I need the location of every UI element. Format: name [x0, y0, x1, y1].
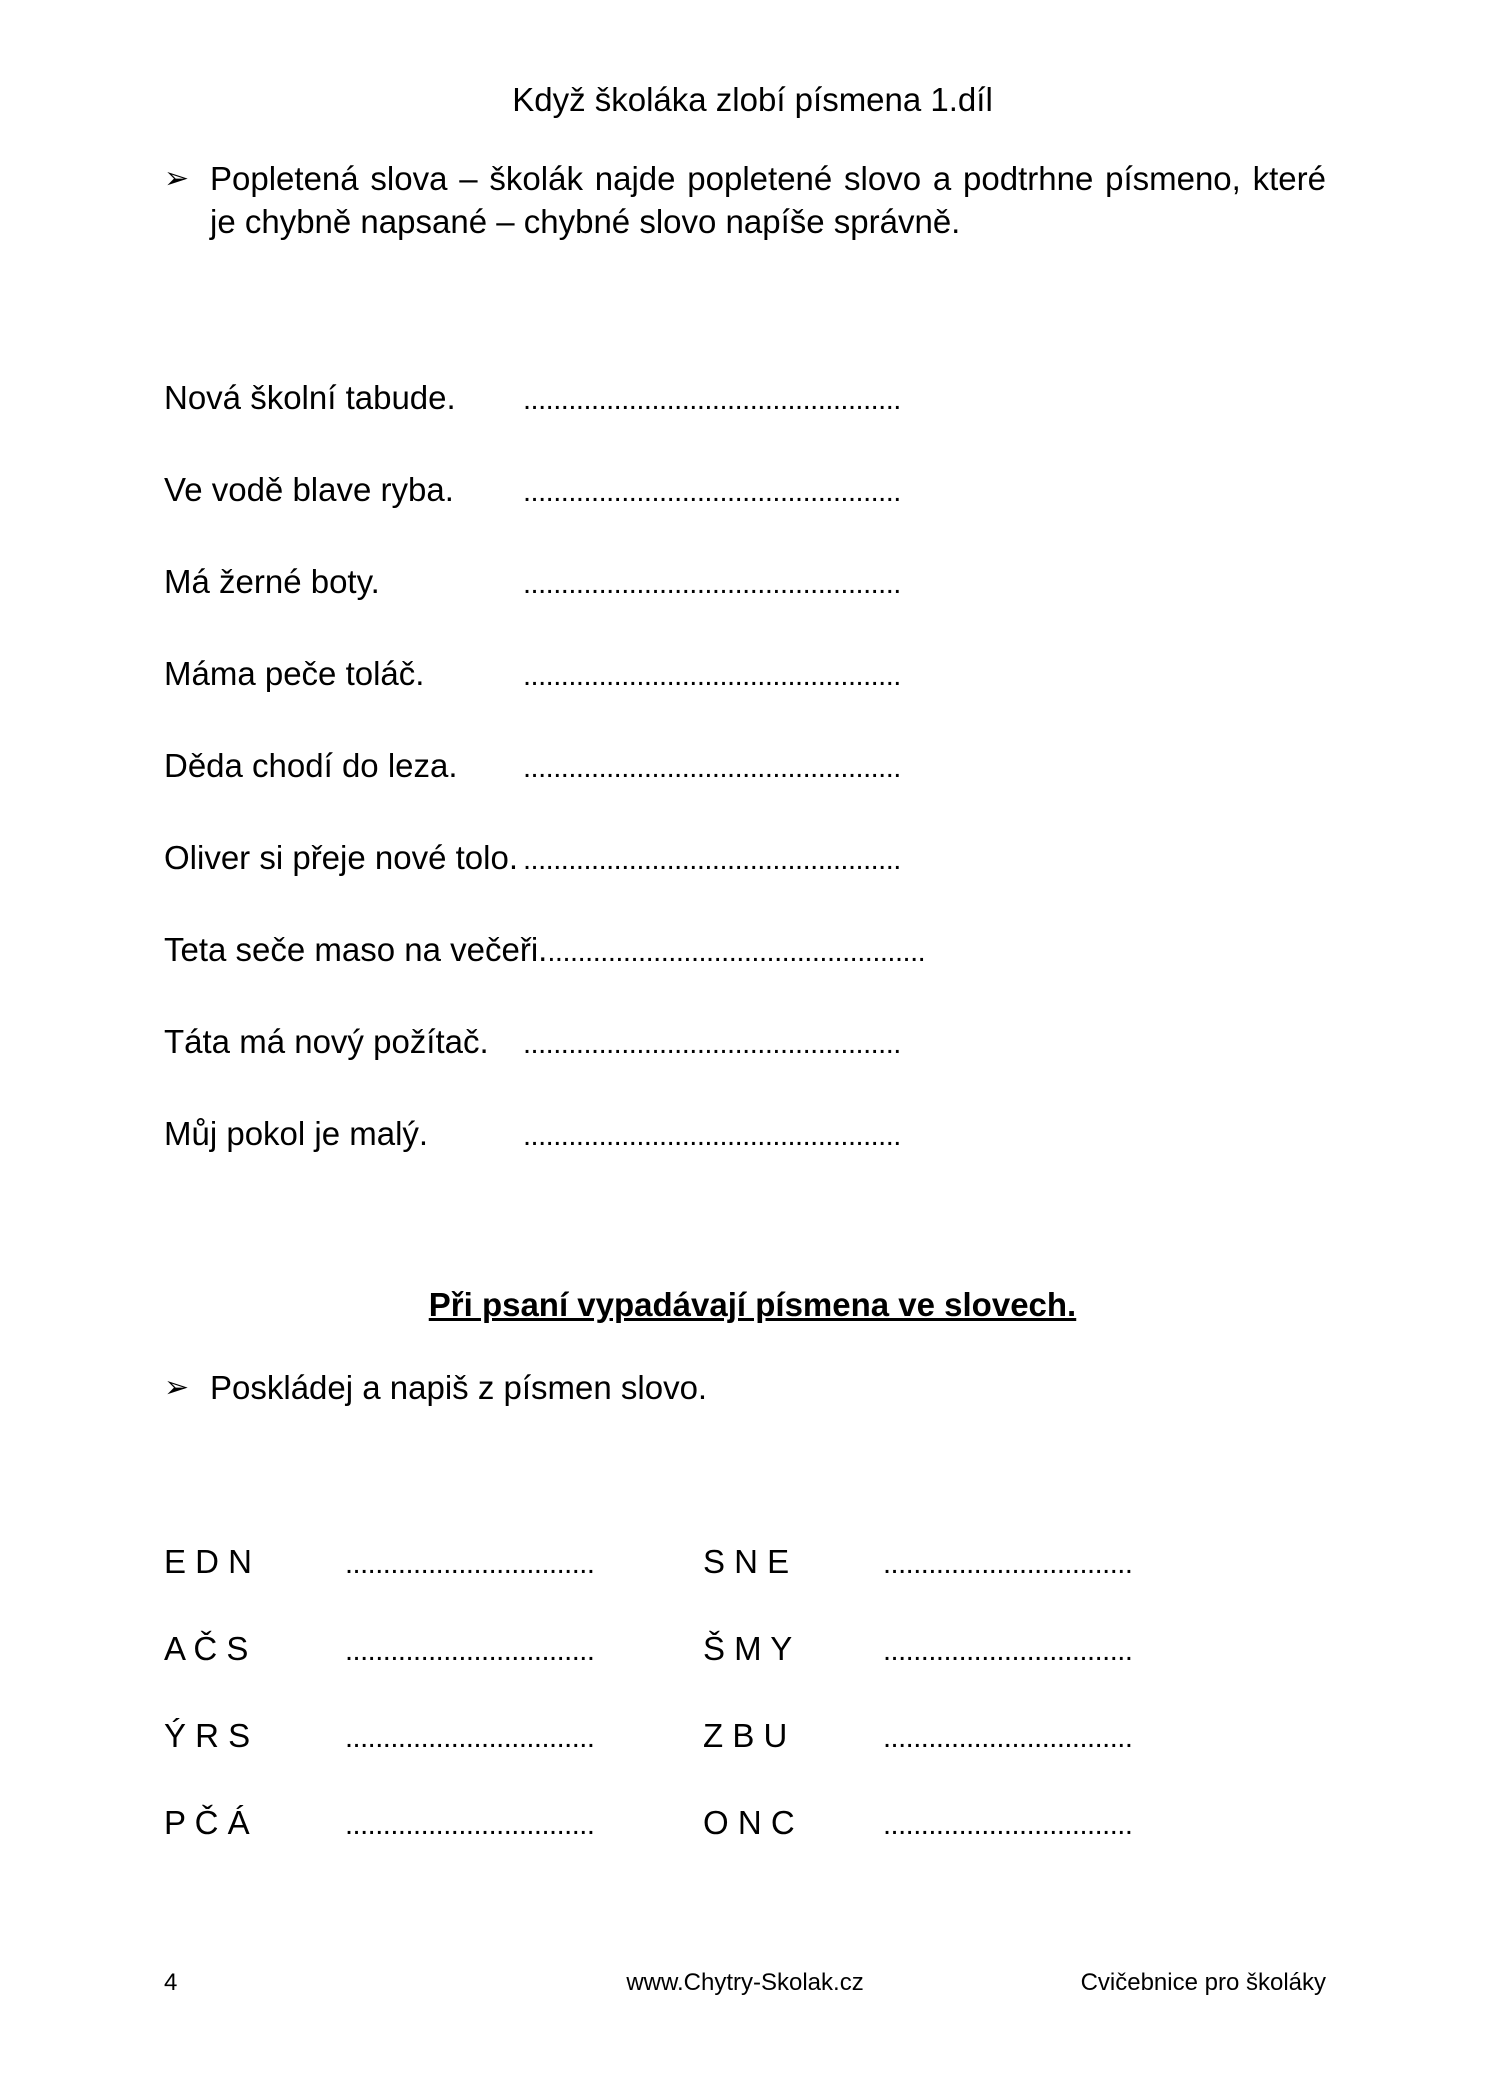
- sentence-text: Nová školní tabude.: [164, 379, 456, 416]
- sentence-row: [164, 1114, 1064, 1154]
- answer-dotted-line: ..................................................: [523, 384, 901, 416]
- letters-row: [164, 1716, 1344, 1756]
- exercise1-instruction: Popletená slova – školák najde popletené slovo a podtrhne písmeno, které je chybně napsané – chybné slovo napíše správně.: [210, 160, 1326, 240]
- sentence-text: Teta seče maso na večeři.: [164, 931, 548, 968]
- sentence-row: [164, 470, 1064, 510]
- sentence-row: [164, 654, 1064, 694]
- sentence-row: [164, 930, 1064, 970]
- answer-dotted-line: ..................................................: [523, 844, 901, 876]
- letter-group: A Č S: [164, 1630, 249, 1667]
- letter-group: Ý R S: [164, 1717, 251, 1754]
- answer-dotted-line: .................................: [345, 1635, 595, 1667]
- footer-series-title: Cvičebnice pro školáky: [1080, 1969, 1326, 1996]
- answer-dotted-line: .................................: [883, 1635, 1133, 1667]
- answer-dotted-line: ..................................................: [523, 752, 901, 784]
- answer-dotted-line: .................................: [883, 1809, 1133, 1841]
- answer-dotted-line: ..................................................: [547, 936, 926, 968]
- answer-dotted-line: ..................................................: [523, 568, 901, 600]
- sentence-row: [164, 746, 1064, 786]
- exercise1-sentence-list: [164, 378, 1064, 1206]
- answer-dotted-line: .................................: [883, 1548, 1133, 1580]
- letter-group: S N E: [703, 1543, 790, 1580]
- page-footer: [164, 1968, 1326, 1998]
- sentence-text: Oliver si přeje nové tolo.: [164, 839, 518, 876]
- letters-row: [164, 1542, 1344, 1582]
- exercise1-instruction-block: [164, 157, 1326, 243]
- answer-dotted-line: .................................: [345, 1548, 595, 1580]
- sentence-text: Máma peče toláč.: [164, 655, 425, 692]
- exercise2-instruction: Poskládej a napiš z písmen slovo.: [210, 1369, 708, 1406]
- letter-group: P Č Á: [164, 1804, 250, 1841]
- letter-group: E D N: [164, 1543, 253, 1580]
- letter-group: Š M Y: [703, 1630, 793, 1667]
- sentence-text: Můj pokol je malý.: [164, 1115, 429, 1152]
- page-title: Když školáka zlobí písmena 1.díl: [512, 81, 993, 118]
- arrow-bullet-icon: ➢: [164, 1371, 190, 1404]
- sentence-text: Má žerné boty.: [164, 563, 380, 600]
- sentence-row: [164, 1022, 1064, 1062]
- arrow-bullet-icon: ➢: [164, 162, 190, 195]
- exercise2-instruction-block: [164, 1366, 1326, 1409]
- footer-website: www.Chytry-Skolak.cz: [626, 1969, 864, 1996]
- letter-group: Z B U: [703, 1717, 788, 1754]
- answer-dotted-line: ..................................................: [523, 1028, 901, 1060]
- sentence-text: Děda chodí do leza.: [164, 747, 458, 784]
- exercise2-letter-grid: [164, 1542, 1344, 1890]
- answer-dotted-line: ..................................................: [523, 1120, 901, 1152]
- sentence-row: [164, 378, 1064, 418]
- section-heading: Při psaní vypadávají písmena ve slovech.: [428, 1286, 1077, 1323]
- sentence-row: [164, 562, 1064, 602]
- answer-dotted-line: .................................: [345, 1809, 595, 1841]
- sentence-text: Táta má nový požítač.: [164, 1023, 489, 1060]
- letters-row: [164, 1803, 1344, 1843]
- letter-group: O N C: [703, 1804, 795, 1841]
- letters-row: [164, 1629, 1344, 1669]
- answer-dotted-line: .................................: [883, 1722, 1133, 1754]
- sentence-text: Ve vodě blave ryba.: [164, 471, 454, 508]
- sentence-row: [164, 838, 1064, 878]
- answer-dotted-line: ..................................................: [523, 660, 901, 692]
- page-number: 4: [164, 1969, 178, 1996]
- answer-dotted-line: ..................................................: [523, 476, 901, 508]
- answer-dotted-line: .................................: [345, 1722, 595, 1754]
